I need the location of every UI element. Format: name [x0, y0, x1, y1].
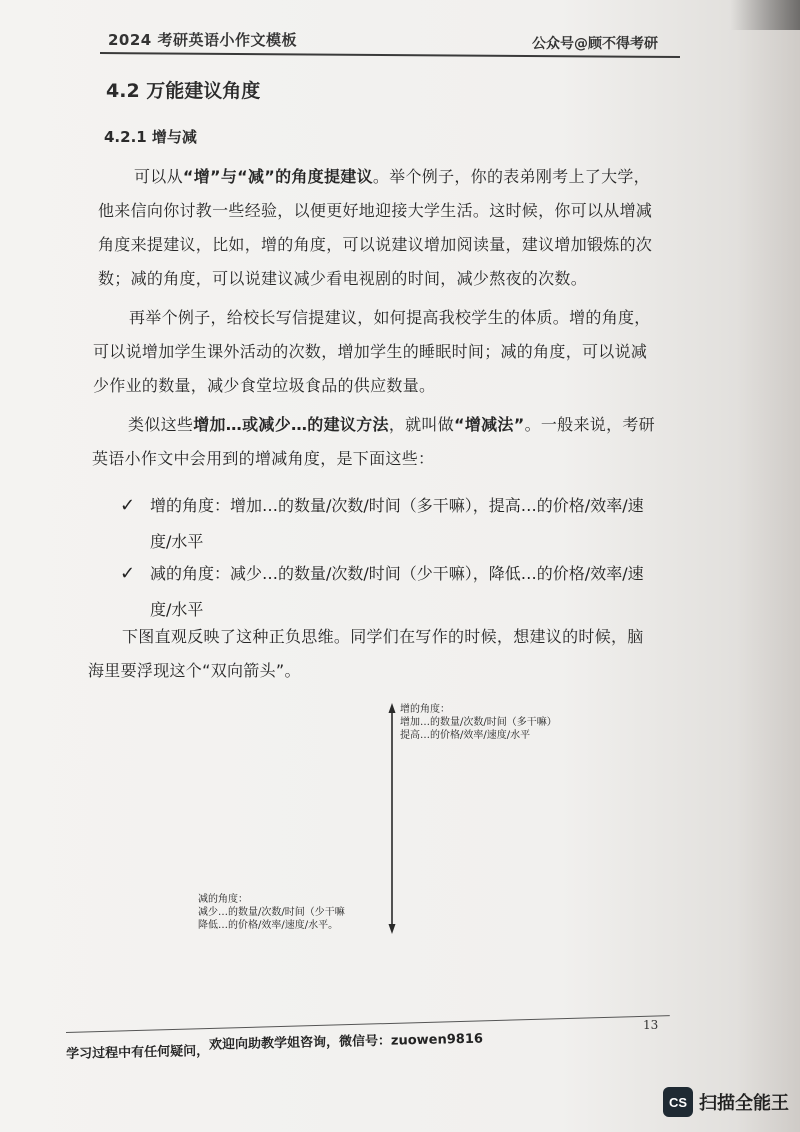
diagram-decrease-block [198, 893, 345, 932]
bullet-decrease-body: 减少…的数量/次数/时间（少干嘛），降低…的价格/效率/速度/水平 [150, 564, 644, 619]
paragraph-1-pre: 可以从 [134, 167, 183, 186]
bullet-decrease [120, 556, 650, 628]
footer-note-text: 欢迎向助教学姐咨询，微信号：zuowen9816 [208, 1031, 484, 1053]
diagram-decrease-label: 减的角度： [198, 894, 248, 905]
page-number: 13 [643, 1018, 659, 1032]
bullet-increase [120, 488, 650, 560]
paragraph-2: 再举个例子，给校长写信提建议，如何提高我校学生的体质。增的角度，可以说增加学生课外活动的次数，增加学生的睡眠时间；减的角度，可以说减少作业的数量，减少食堂垃圾食品的供应数量。 [93, 308, 651, 395]
bullet-decrease-label: 减的角度： [150, 564, 231, 583]
diagram-increase-line-2: 提高…的价格/效率/速度/水平 [400, 730, 531, 741]
paragraph-1-bold: “增”与“减”的角度提建议 [182, 167, 373, 186]
header-account: 公众号@顾不得考研 [532, 36, 658, 52]
paragraph-1-post: 。举个例子，你的表弟刚考上了大学，他来信向你讨教一些经验，以便更好地迎接大学生活。这时候，你可以从增减角度来提建议，比如，增的角度，可以说建议增加阅读量，建议增加锻炼的次数；减的角度，可以说建议减少看电视剧的时间，减少熬夜的次数。 [98, 167, 653, 288]
paragraph-4: 下图直观反映了这种正负思维。同学们在写作的时候，想建议的时候，脑海里要浮现这个“双向箭头”。 [88, 627, 644, 680]
bullet-increase-body: 增加…的数量/次数/时间（多干嘛），提高…的价格/效率/速度/水平 [150, 496, 644, 551]
paragraph-3-bold-1: 增加…或减少…的建议方法 [193, 415, 389, 434]
bullet-increase-text [150, 488, 650, 560]
section-title: 4.2 万能建议角度 [106, 80, 261, 102]
bullet-increase-label: 增的角度： [150, 496, 231, 515]
paragraph-3-post: 。一般来说，考研英语小作文中会用到的增减角度，是下面这些： [92, 415, 655, 468]
diagram-decrease-line-1: 减少…的数量/次数/时间（少干嘛 [198, 907, 345, 918]
paragraph-3-mid: ，就叫做 [388, 415, 455, 434]
scan-shadow [730, 0, 800, 30]
diagram-increase-block [400, 703, 557, 742]
watermark-app-name: 扫描全能王 [699, 1093, 789, 1114]
camscanner-logo-icon: CS [663, 1087, 693, 1117]
paragraph-3 [92, 408, 656, 476]
footer-note-prefix: 学习过程中有任何疑问， [66, 1043, 210, 1062]
arrow-up-icon [389, 703, 396, 713]
checkmark-icon: ✓ [120, 563, 136, 584]
bullet-decrease-text [150, 556, 650, 628]
scanner-watermark [663, 1087, 789, 1117]
paragraph-3-bold-2: “增减法” [454, 415, 525, 434]
diagram-increase-label: 增的角度： [400, 704, 450, 715]
diagram-increase-line-1: 增加…的数量/次数/时间（多干嘛） [400, 717, 557, 728]
arrow-down-icon [389, 924, 396, 934]
diagram-decrease-line-2: 降低…的价格/效率/速度/水平。 [198, 920, 339, 931]
checkmark-icon: ✓ [120, 495, 136, 516]
subsection-title: 4.2.1 增与减 [104, 128, 197, 146]
paragraph-1 [98, 160, 658, 296]
header-title: 2024 考研英语小作文模板 [108, 31, 297, 49]
paragraph-3-pre: 类似这些 [128, 415, 194, 434]
footer-contact-note [66, 1028, 484, 1062]
